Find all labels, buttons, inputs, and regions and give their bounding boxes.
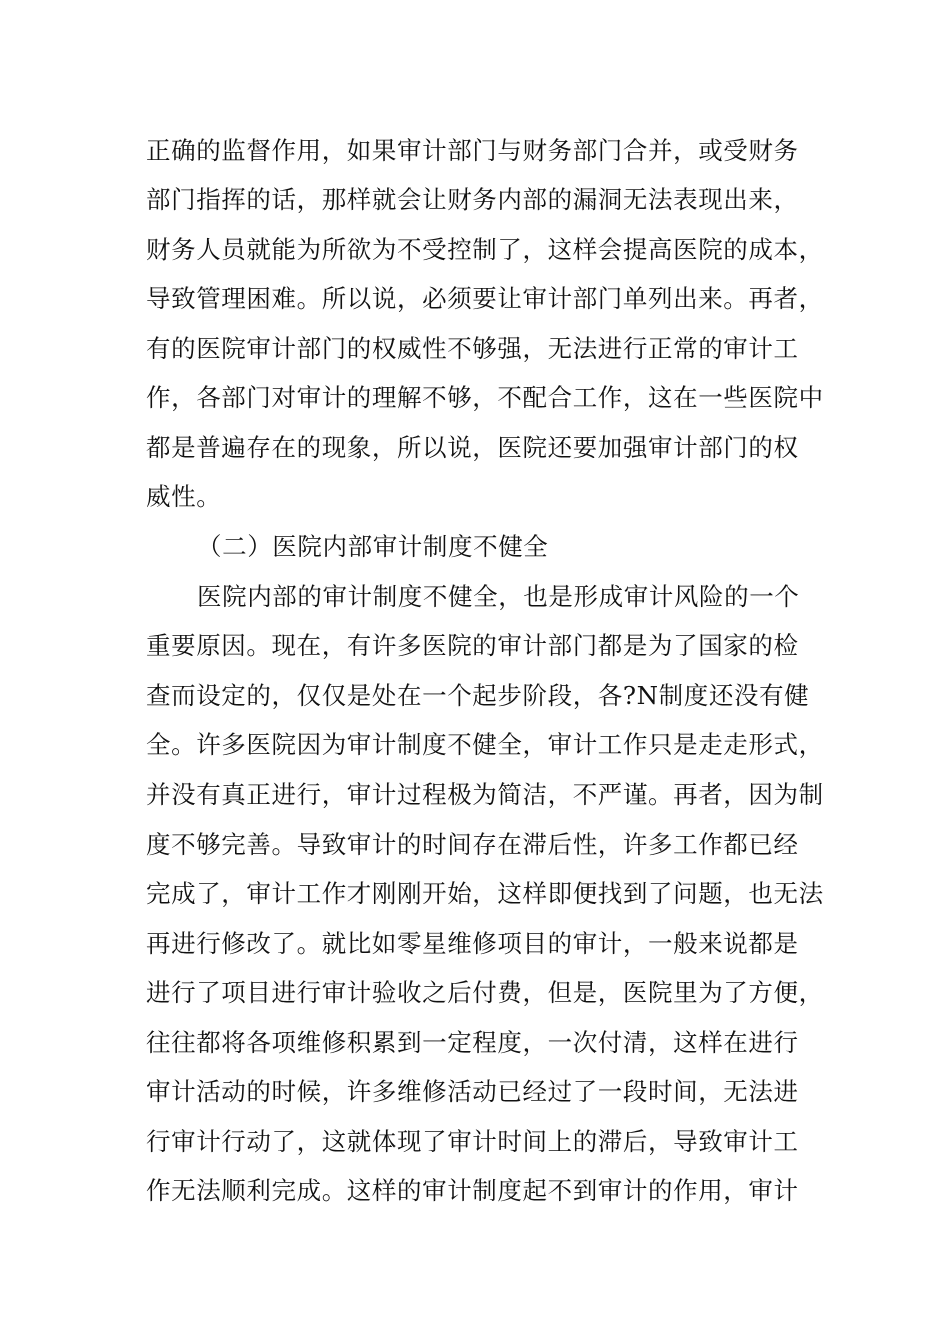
text-line: 再进行修改了。就比如零星维修项目的审计，一般来说都是 (146, 929, 799, 958)
paragraph-first-line: 医院内部的审计制度不健全，也是形成审计风险的一个 (197, 582, 800, 611)
text-line: 度不够完善。导致审计的时间存在滞后性，许多工作都已经 (146, 830, 799, 859)
text-line: 正确的监督作用，如果审计部门与财务部门合并，或受财务 (146, 136, 799, 165)
text-line: 威性。 (146, 482, 222, 511)
text-line: 重要原因。现在，有许多医院的审计部门都是为了国家的检 (146, 631, 799, 660)
text-line: 全。许多医院因为审计制度不健全，审计工作只是走走形式， (146, 730, 824, 759)
text-line: 往往都将各项维修积累到一定程度，一次付清，这样在进行 (146, 1028, 799, 1057)
text-line: 作，各部门对审计的理解不够，不配合工作，这在一些医院中 (146, 383, 824, 412)
text-line: 进行了项目进行审计验收之后付费，但是，医院里为了方便， (146, 978, 824, 1007)
text-line: 财务人员就能为所欲为不受控制了，这样会提高医院的成本， (146, 235, 824, 264)
text-line: 部门指挥的话，那样就会让财务内部的漏洞无法表现出来， (146, 185, 799, 214)
text-line: 查而设定的，仅仅是处在一个起步阶段，各?N制度还没有健 (146, 681, 810, 710)
text-line: 完成了，审计工作才刚刚开始，这样即便找到了问题，也无法 (146, 879, 824, 908)
text-line: 有的医院审计部门的权威性不够强，无法进行正常的审计工 (146, 334, 799, 363)
text-line: 行审计行动了，这就体现了审计时间上的滞后，导致审计工 (146, 1127, 799, 1156)
text-line: 作无法顺利完成。这样的审计制度起不到审计的作用，审计 (146, 1176, 799, 1205)
text-line: 导致管理困难。所以说，必须要让审计部门单列出来。再者， (146, 284, 824, 313)
text-line: 审计活动的时候，许多维修活动已经过了一段时间，无法进 (146, 1077, 799, 1106)
section-heading: （二）医院内部审计制度不健全 (197, 532, 549, 561)
text-line: 并没有真正进行，审计过程极为简洁，不严谨。再者，因为制 (146, 780, 824, 809)
text-line: 都是普遍存在的现象，所以说，医院还要加强审计部门的权 (146, 433, 799, 462)
